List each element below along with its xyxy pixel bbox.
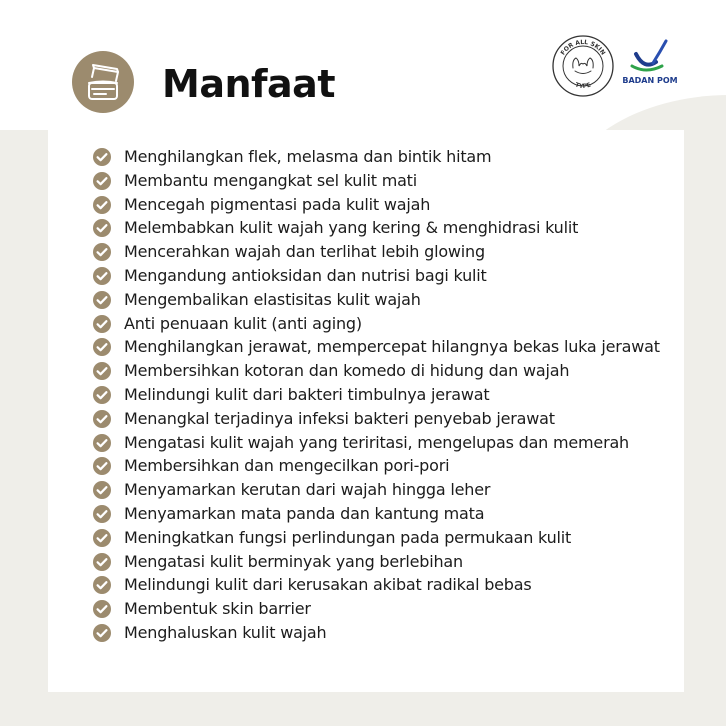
benefit-label: Melindungi kulit dari kerusakan akibat radikal bebas — [124, 575, 532, 595]
check-circle-icon — [93, 362, 111, 380]
benefit-label: Menyamarkan mata panda dan kantung mata — [124, 503, 485, 523]
benefit-label: Menyamarkan kerutan dari wajah hingga leher — [124, 480, 491, 500]
check-circle-icon — [93, 624, 111, 642]
benefit-item — [93, 597, 673, 621]
benefit-item — [93, 216, 673, 240]
benefit-item — [93, 454, 673, 478]
benefit-item — [93, 573, 673, 597]
check-circle-icon — [93, 338, 111, 356]
check-circle-icon — [93, 148, 111, 166]
benefit-item — [93, 145, 673, 169]
benefit-item — [93, 621, 673, 645]
benefit-label: Membantu mengangkat sel kulit mati — [124, 170, 417, 190]
benefit-item — [93, 312, 673, 336]
benefit-label: Meningkatkan fungsi perlindungan pada permukaan kulit — [124, 527, 572, 547]
cream-jar-icon — [72, 51, 134, 113]
check-circle-icon — [93, 386, 111, 404]
benefit-label: Mengandung antioksidan dan nutrisi bagi kulit — [124, 265, 487, 285]
check-circle-icon — [93, 219, 111, 237]
benefit-item — [93, 240, 673, 264]
check-circle-icon — [93, 291, 111, 309]
benefit-label: Membersihkan dan mengecilkan pori-pori — [124, 456, 450, 476]
benefit-item — [93, 264, 673, 288]
svg-text:TYPE — [574, 81, 592, 90]
benefit-item — [93, 431, 673, 455]
benefit-label: Membentuk skin barrier — [124, 599, 311, 619]
check-circle-icon — [93, 267, 111, 285]
benefit-item — [93, 335, 673, 359]
benefit-item — [93, 407, 673, 431]
check-circle-icon — [93, 243, 111, 261]
benefit-item — [93, 288, 673, 312]
check-circle-icon — [93, 410, 111, 428]
page-title: Manfaat — [162, 62, 335, 106]
benefit-item — [93, 550, 673, 574]
check-circle-icon — [93, 505, 111, 523]
benefit-label: Melembabkan kulit wajah yang kering & menghidrasi kulit — [124, 218, 579, 238]
badan-pom-logo — [620, 36, 680, 92]
benefit-label: Mencegah pigmentasi pada kulit wajah — [124, 194, 431, 214]
benefit-label: Anti penuaan kulit (anti aging) — [124, 313, 362, 333]
benefit-item — [93, 478, 673, 502]
check-circle-icon — [93, 600, 111, 618]
benefit-label: Menangkal terjadinya infeksi bakteri penyebab jerawat — [124, 408, 555, 428]
benefit-label: Mengatasi kulit wajah yang teriritasi, mengelupas dan memerah — [124, 432, 629, 452]
benefit-item — [93, 169, 673, 193]
skin-badge-text-bottom: TYPE — [574, 81, 592, 91]
benefit-item — [93, 383, 673, 407]
check-circle-icon — [93, 434, 111, 452]
benefit-label: Mencerahkan wajah dan terlihat lebih glowing — [124, 242, 485, 262]
benefit-label: Mengatasi kulit berminyak yang berlebihan — [124, 551, 463, 571]
benefit-list — [93, 145, 673, 645]
benefit-label: Menghilangkan jerawat, mempercepat hilangnya bekas luka jerawat — [124, 337, 660, 357]
benefit-item — [93, 359, 673, 383]
benefit-item — [93, 193, 673, 217]
benefit-label: Mengembalikan elastisitas kulit wajah — [124, 289, 421, 309]
check-circle-icon — [93, 481, 111, 499]
check-circle-icon — [93, 315, 111, 333]
benefit-label: Melindungi kulit dari bakteri timbulnya jerawat — [124, 384, 490, 404]
check-circle-icon — [93, 172, 111, 190]
check-circle-icon — [93, 196, 111, 214]
benefit-label: Menghaluskan kulit wajah — [124, 622, 327, 642]
check-circle-icon — [93, 529, 111, 547]
check-circle-icon — [93, 576, 111, 594]
benefit-item — [93, 502, 673, 526]
benefit-label: Menghilangkan flek, melasma dan bintik hitam — [124, 147, 492, 166]
check-circle-icon — [93, 553, 111, 571]
check-circle-icon — [93, 457, 111, 475]
for-all-skin-type-badge — [551, 34, 615, 98]
benefit-label: Membersihkan kotoran dan komedo di hidung dan wajah — [124, 361, 570, 381]
skin-badge-text-top: FOR ALL SKIN — [559, 38, 607, 57]
benefit-item — [93, 526, 673, 550]
bpom-label: BADAN POM — [622, 76, 678, 85]
